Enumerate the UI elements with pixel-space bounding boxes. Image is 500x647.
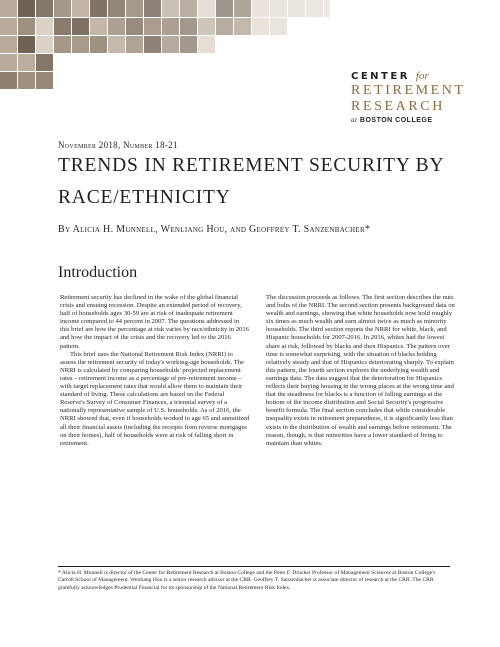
mosaic-tile [36, 72, 53, 89]
mosaic-tile [72, 0, 89, 17]
header-mosaic-graphic [0, 0, 330, 100]
mosaic-tile [306, 0, 323, 17]
author-byline: By Alicia H. Munnell, Wenliang Hou, and Geoffrey T. Sanzenbacher* [58, 224, 371, 235]
mosaic-tile [0, 72, 17, 89]
mosaic-tile [36, 36, 53, 53]
mosaic-tile [198, 0, 215, 17]
mosaic-tile [0, 0, 17, 17]
logo-line-research: RESEARCH [351, 99, 445, 114]
mosaic-tile [234, 18, 251, 35]
mosaic-tile [270, 18, 287, 35]
mosaic-tile [72, 36, 89, 53]
mosaic-tile [144, 0, 161, 17]
footnote-divider [58, 566, 450, 567]
mosaic-tile [144, 36, 161, 53]
mosaic-tile [0, 18, 17, 35]
mosaic-tile [162, 0, 179, 17]
mosaic-tile [18, 36, 35, 53]
logo-line-center: CENTER for [351, 70, 429, 82]
logo-line-boston-college: at BOSTON COLLEGE [351, 116, 433, 124]
mosaic-tile [36, 54, 53, 71]
mosaic-tile [198, 18, 215, 35]
mosaic-tile [180, 0, 197, 17]
mosaic-tile [18, 0, 35, 17]
mosaic-tile [288, 0, 305, 17]
mosaic-tile [18, 18, 35, 35]
mosaic-tile [108, 0, 125, 17]
mosaic-tile [216, 0, 233, 17]
paragraph: Retirement security has declined in the wake of the global financial crisis and ensuing recession. Despite an extended period of recovery, half of households ages 30-59 are at risk of inadequate retirement income compared to 44 percent in 2007. The questions addressed in this brief are how the percentage at risk varies by race/ethnicity in 2016 and how the impact of the crisis and the recovery led to the 2016 pattern. [60, 294, 249, 350]
paragraph: This brief uses the National Retirement Risk Index (NRRI) to assess the retirement security of today's working-age households. The NRRI is calculated by comparing households' projected replacement rates – retirement income as a percentage of pre-retirement income – with target replacement rates that would allow them to maintain their standard of living. These calculations are based on the Federal Reserve's Survey of Consumer Finances, a triennial survey of a nationally representative sample of U.S. households. As of 2016, the NRRI showed that, even if households worked to age 65 and annuitized all their financial assets (including the receipts from reverse mortgages on their homes), half of households were at risk of falling short in retirement. [60, 350, 250, 447]
mosaic-tile [90, 0, 107, 17]
mosaic-tile [180, 18, 197, 35]
mosaic-tile [270, 0, 287, 17]
mosaic-tile [90, 36, 107, 53]
mosaic-tile [18, 72, 35, 89]
mosaic-tile [180, 36, 197, 53]
paragraph: The discussion proceeds as follows. The first section describes the nuts and bolts of the NRRI. The second section presents background data on wealth and earnings, showing that white households now hold roughly six times as much wealth and earn almost twice as much as minority households. The third section reports the NRRI for white, black, and Hispanic households for 2007-2016. In 2016, whites had the lowest share at risk, followed by blacks and then Hispanics. The pattern over time is somewhat surprising, with the situation of blacks holding relatively steady and that of Hispanics deteriorating sharply. To explain this pattern, the fourth section explores the underlying wealth and earnings data. The data suggest that the deterioration for Hispanics reflects their buying housing in the wrong places at the wrong time and that the steadiness for blacks is a function of falling earnings at the bottom of the income distribution and Social Security's progressive benefit formula. The final section concludes that while considerable inequality exists in retirement preparedness, it is significantly less than exists in the distribution of wealth and earnings before retirement. The reason, though, is that minorities have a lower standard of living to maintain than whites. [266, 294, 455, 447]
mosaic-tile [234, 0, 251, 17]
mosaic-tile [126, 18, 143, 35]
brief-title: TRENDS IN RETIREMENT SECURITY BY RACE/ETHNICITY [58, 155, 444, 208]
issue-dateline: November 2018, Number 18-21 [58, 140, 178, 150]
mosaic-tile [126, 36, 143, 53]
mosaic-tile [54, 18, 71, 35]
mosaic-tile [36, 18, 53, 35]
body-column-left [60, 294, 250, 448]
crr-logo [351, 70, 466, 124]
mosaic-tile [324, 0, 330, 17]
mosaic-tile [108, 36, 125, 53]
mosaic-tile [90, 18, 107, 35]
author-footnote: * Alicia H. Munnell is director of the Center for Retirement Research at Boston College and the Peter F. Drucker Professor of Management Sciences at Boston College's Carroll School of Management. Wenliang Hou is a senior research advisor at the CRR. Geoffrey T. Sanzenbacher is associate director of research at the CRR. The CRR gratefully acknowledges Prudential Financial for its sponsorship of the National Retirement Risk Index. [58, 570, 436, 591]
mosaic-tile [162, 36, 179, 53]
mosaic-tile [72, 18, 89, 35]
body-column-right [266, 294, 456, 448]
mosaic-tile [108, 18, 125, 35]
mosaic-tile [18, 54, 35, 71]
logo-line-retirement: RETIREMENT [351, 83, 466, 98]
mosaic-tile [54, 36, 71, 53]
mosaic-tile [54, 0, 71, 17]
mosaic-tile [198, 36, 215, 53]
mosaic-tile [126, 0, 143, 17]
mosaic-tile [36, 0, 53, 17]
mosaic-tile [0, 54, 17, 71]
mosaic-tile [162, 18, 179, 35]
mosaic-tile [216, 18, 233, 35]
mosaic-tile [252, 0, 269, 17]
section-heading-introduction: Introduction [58, 264, 138, 281]
mosaic-tile [144, 18, 161, 35]
mosaic-tile [252, 18, 269, 35]
mosaic-tile [0, 36, 17, 53]
